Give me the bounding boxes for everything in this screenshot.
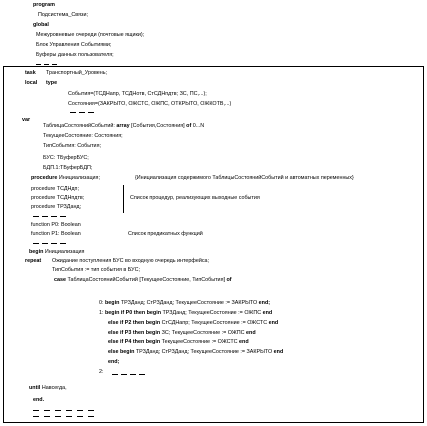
- program-name: Подсистема_Связи;: [38, 12, 89, 18]
- global-item: Буферы данных пользователя;: [36, 52, 114, 58]
- dash-mark: [139, 374, 145, 375]
- init-procedure-name: Инициализация;: [58, 175, 100, 181]
- branch-statement: ТРЗДанд; ТекущееСостояние := ОЖПС: [162, 310, 262, 316]
- procedure-decl: procedure ТРЗДанд;: [31, 204, 82, 210]
- dash-mark: [88, 112, 94, 113]
- until-keyword: until: [29, 385, 41, 391]
- branch-statement: ТекущееСостояние := ОЖСТС: [161, 339, 238, 345]
- case-branch-end: end;: [108, 359, 120, 365]
- until-line: [29, 385, 67, 392]
- of-keyword: of: [186, 123, 192, 129]
- branch-end: end: [262, 310, 273, 316]
- dash-mark: [51, 216, 57, 217]
- branch-end: end: [239, 339, 249, 345]
- branch-end: end;: [258, 300, 271, 306]
- branch-keyword: else if P4 then begin: [108, 339, 161, 345]
- begin-line: [29, 249, 84, 256]
- dash-mark: [36, 64, 41, 65]
- case-branch: [108, 320, 278, 327]
- dash-mark: [60, 216, 66, 217]
- var-item: БУС: ТБуферБУС;: [43, 155, 89, 161]
- task-keyword: task: [25, 70, 36, 76]
- dash-mark: [66, 416, 72, 417]
- end-keyword: end.: [33, 397, 45, 403]
- dash-mark: [51, 243, 57, 244]
- repeat-line: ТипСобытия := тип события в БУС;: [52, 267, 140, 273]
- dash-mark: [55, 416, 61, 417]
- case-branch: [99, 300, 270, 307]
- repeat-line: Ожидание поступления БУС во входную очередь интерфейса;: [52, 258, 210, 264]
- task-name: Транспортный_Уровень;: [46, 70, 108, 76]
- begin-text: Инициализация: [44, 249, 85, 255]
- branch-keyword: begin if P0 then begin: [105, 310, 162, 316]
- functions-comment: Список предикатных функций: [128, 231, 203, 237]
- local-keyword: local: [25, 80, 38, 86]
- array-keyword: array: [116, 123, 130, 129]
- branch-statement: СтСДНапр; ТекущееСостояние := ОЖСТС: [161, 320, 268, 326]
- branch-end: end: [273, 349, 284, 355]
- case-label: 2:: [99, 369, 104, 375]
- branch-keyword: else begin: [108, 349, 135, 355]
- case-branch: [108, 339, 249, 346]
- branch-statement: ЗС; ТекущееСостояние := ОЖПС: [161, 330, 245, 336]
- var-item: ТипСобытия: События;: [43, 143, 101, 149]
- procedures-comment: Список процедур, реализующих выходные события: [130, 195, 260, 201]
- procedure-decl: procedure ТСДНпдтв;: [31, 195, 85, 201]
- case-branch: [108, 349, 283, 356]
- function-decl: function P0: Boolean: [31, 222, 81, 228]
- var-item: БДП.1:ТБуферБДП;: [43, 165, 93, 171]
- dash-mark: [112, 374, 118, 375]
- var-table-name: ТаблицаСостоянийСобытий:: [43, 123, 115, 129]
- global-item: Блок Управления Событиями;: [36, 42, 112, 48]
- case-keyword: case: [54, 277, 66, 283]
- init-procedure-comment: {Инициализация содержимого ТаблицыСостоянийСобытий и автоматных переменных}: [135, 175, 354, 181]
- dash-mark: [55, 410, 61, 411]
- dash-mark: [33, 410, 39, 411]
- branch-end: end: [268, 320, 279, 326]
- program-keyword: program: [33, 2, 55, 8]
- var-table-type: [События,Состояния]: [131, 123, 185, 129]
- dash-mark: [70, 112, 76, 113]
- dash-mark: [42, 216, 48, 217]
- branch-keyword: else if P2 then begin: [108, 320, 161, 326]
- dash-mark: [79, 112, 85, 113]
- branch-statement: ТРЗДанд; СтРЗДанд; ТекущееСостояние := ЗАКРЫТО: [120, 300, 258, 306]
- dash-mark: [77, 416, 83, 417]
- until-text: Навсегда,: [41, 385, 67, 391]
- global-item: Межуровневые очереди (почтовые ящики);: [36, 32, 145, 38]
- begin-keyword: begin: [29, 249, 44, 255]
- case-branch: [108, 330, 256, 337]
- var-table: [43, 123, 204, 130]
- dash-mark: [42, 243, 48, 244]
- dash-mark: [52, 64, 57, 65]
- branch-keyword: begin: [105, 300, 120, 306]
- brace-line: [123, 185, 124, 213]
- case-line: [54, 277, 232, 284]
- type-events: События=(ТСДНапр, ТСДНотв, СтСДНпдтв; ЗС, ПС,...);: [68, 91, 207, 97]
- procedure-keyword: procedure: [31, 175, 58, 181]
- var-item: ТекущееСостояние: Состояния;: [43, 133, 123, 139]
- dash-mark: [60, 243, 66, 244]
- case-branch: [99, 310, 272, 317]
- global-keyword: global: [33, 22, 49, 28]
- type-keyword: type: [46, 80, 58, 86]
- case-label: 1:: [99, 310, 104, 316]
- task-frame: [3, 66, 424, 423]
- of-keyword: of: [226, 277, 232, 283]
- dash-mark: [88, 410, 94, 411]
- var-table-range: 0...N: [192, 123, 205, 129]
- branch-statement: ТРЗДанд; СтРЗДанд; ТекущееСостояние := ЗАКРЫТО: [135, 349, 273, 355]
- procedure-decl: procedure ТСДНдп;: [31, 186, 79, 192]
- init-procedure: [31, 175, 100, 182]
- dash-mark: [121, 374, 127, 375]
- branch-end: end: [246, 330, 256, 336]
- dash-mark: [33, 243, 39, 244]
- function-decl: function P1: Boolean: [31, 231, 81, 237]
- dash-mark: [77, 410, 83, 411]
- repeat-keyword: repeat: [25, 258, 42, 264]
- case-label: 0:: [99, 300, 104, 306]
- case-expression: ТаблицаСостоянийСобытий [ТекущееСостояние, ТипСобытия]: [67, 277, 225, 283]
- dash-mark: [44, 64, 49, 65]
- branch-keyword: else if P3 then begin: [108, 330, 161, 336]
- dash-mark: [66, 410, 72, 411]
- dash-mark: [33, 416, 39, 417]
- dash-mark: [33, 216, 39, 217]
- dash-mark: [44, 410, 50, 411]
- dash-mark: [130, 374, 136, 375]
- dash-mark: [88, 416, 94, 417]
- type-states: Состояния=(ЗАКРЫТО, ОЖСТС, ОЖПС, ОТКРЫТО, ОЖКОТВ,...): [68, 101, 232, 107]
- var-keyword: var: [22, 117, 31, 123]
- dash-mark: [44, 416, 50, 417]
